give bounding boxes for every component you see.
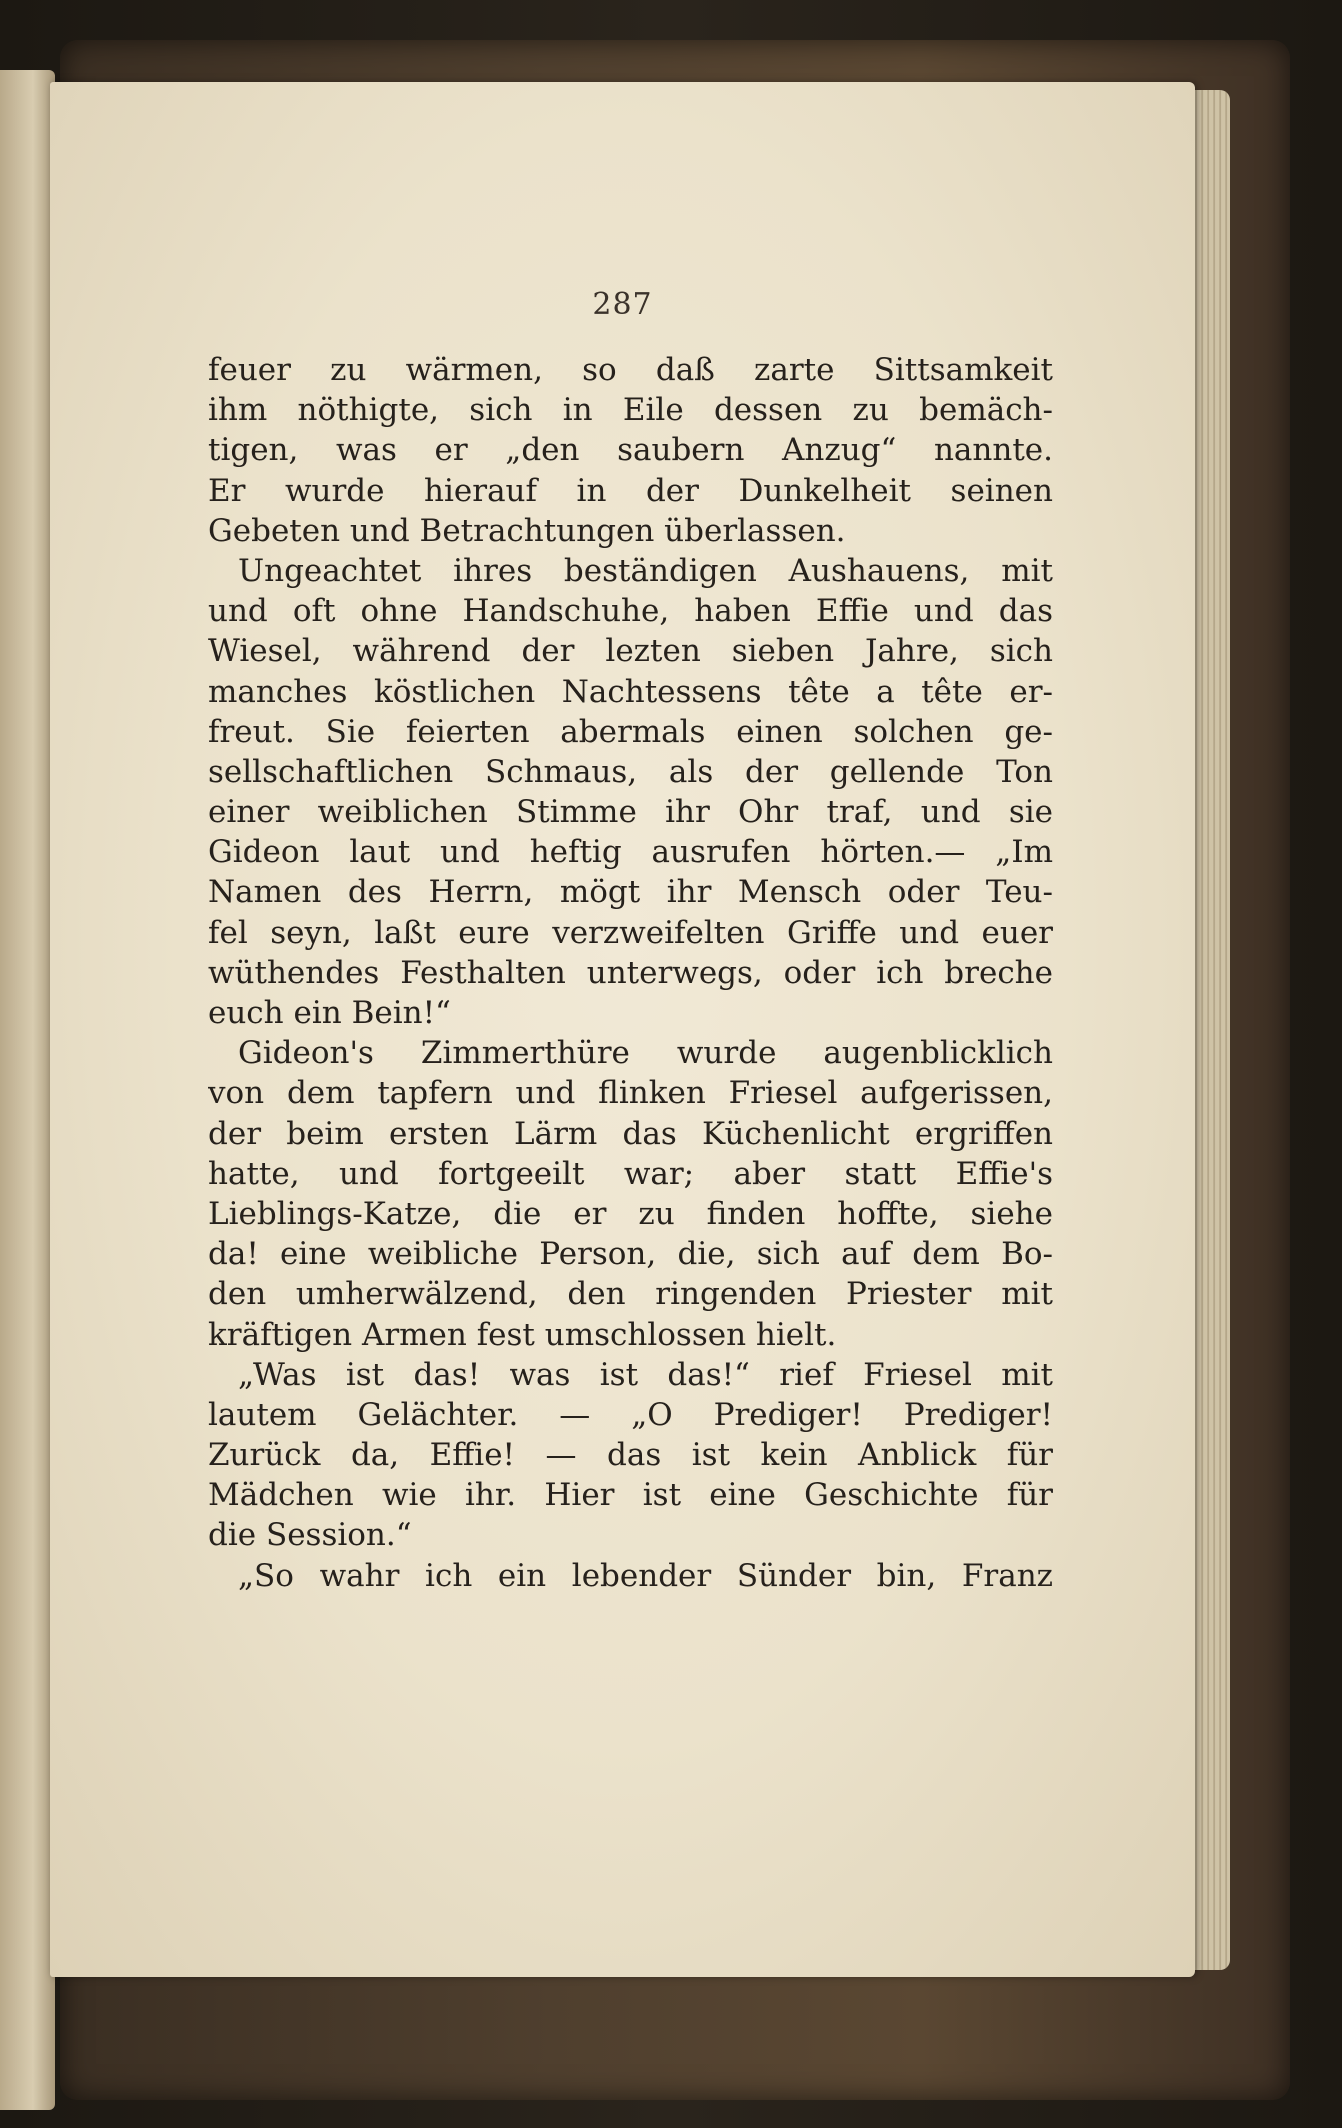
text-line: Gebeten und Betrachtungen überlassen. [208, 512, 846, 549]
text-line: ihm nöthigte, sich in Eile dessen zu bemäch- [208, 392, 1053, 429]
text-line: feuer zu wärmen, so daß zarte Sittsamkeit [208, 352, 1053, 388]
text-line: Zurück da, Effie! — das ist kein Anblick für [208, 1437, 1053, 1474]
text-line: tigen, was er „den saubern Anzug“ nannte. [208, 432, 1053, 469]
text-line: von dem tapfern und flinken Friesel aufgerissen, [208, 1075, 1053, 1112]
text-line: „Was ist das! was ist das!“ rief Friesel mit [238, 1356, 1053, 1393]
text-line: hatte, und fortgeeilt war; aber statt Effie's [208, 1155, 1053, 1192]
text-line: manches köstlichen Nachtessens tête a tête er- [208, 673, 1053, 710]
text-line: Namen des Herrn, mögt ihr Mensch oder Teu- [208, 874, 1053, 911]
text-line: wüthendes Festhalten unterwegs, oder ich breche [208, 954, 1053, 991]
text-line: der beim ersten Lärm das Küchenlicht ergriffen [208, 1115, 1053, 1152]
text-line: sellschaftlichen Schmaus, als der gellende Ton [208, 753, 1053, 790]
text-line: Gideon laut und heftig ausrufen hörten.— „Im [208, 834, 1053, 871]
text-line: euch ein Bein!“ [208, 995, 451, 1031]
text-line: freut. Sie feierten abermals einen solchen ge- [208, 713, 1053, 750]
page-number: 287 [592, 287, 653, 322]
text-line: Ungeachtet ihres beständigen Aushauens, mit [238, 552, 1053, 589]
text-line: und oft ohne Handschuhe, haben Effie und das [208, 593, 1053, 630]
text-line: lautem Gelächter. — „O Prediger! Prediger! [208, 1396, 1053, 1433]
previous-page-edge [0, 70, 55, 2110]
book-page [50, 82, 1195, 1977]
text-line: fel seyn, laßt eure verzweifelten Griffe und euer [208, 914, 1053, 951]
text-line: da! eine weibliche Person, die, sich auf dem Bo- [208, 1236, 1053, 1273]
text-line: „So wahr ich ein lebender Sünder bin, Franz [238, 1557, 1053, 1594]
text-line: einer weiblichen Stimme ihr Ohr traf, und sie [208, 794, 1053, 831]
text-line: Lieblings-Katze, die er zu finden hoffte, siehe [208, 1195, 1053, 1232]
text-line: Mädchen wie ihr. Hier ist eine Geschichte für [208, 1477, 1053, 1514]
text-line: den umherwälzend, den ringenden Priester mit [208, 1276, 1053, 1313]
text-line: kräftigen Armen fest umschlossen hielt. [208, 1316, 837, 1353]
text-line: Wiesel, während der lezten sieben Jahre, sich [208, 633, 1053, 670]
text-line: die Session.“ [208, 1517, 412, 1554]
text-line: Gideon's Zimmerthüre wurde augenblicklich [238, 1035, 1053, 1072]
text-line: Er wurde hierauf in der Dunkelheit seinen [208, 472, 1053, 509]
body-text [208, 350, 1053, 1596]
